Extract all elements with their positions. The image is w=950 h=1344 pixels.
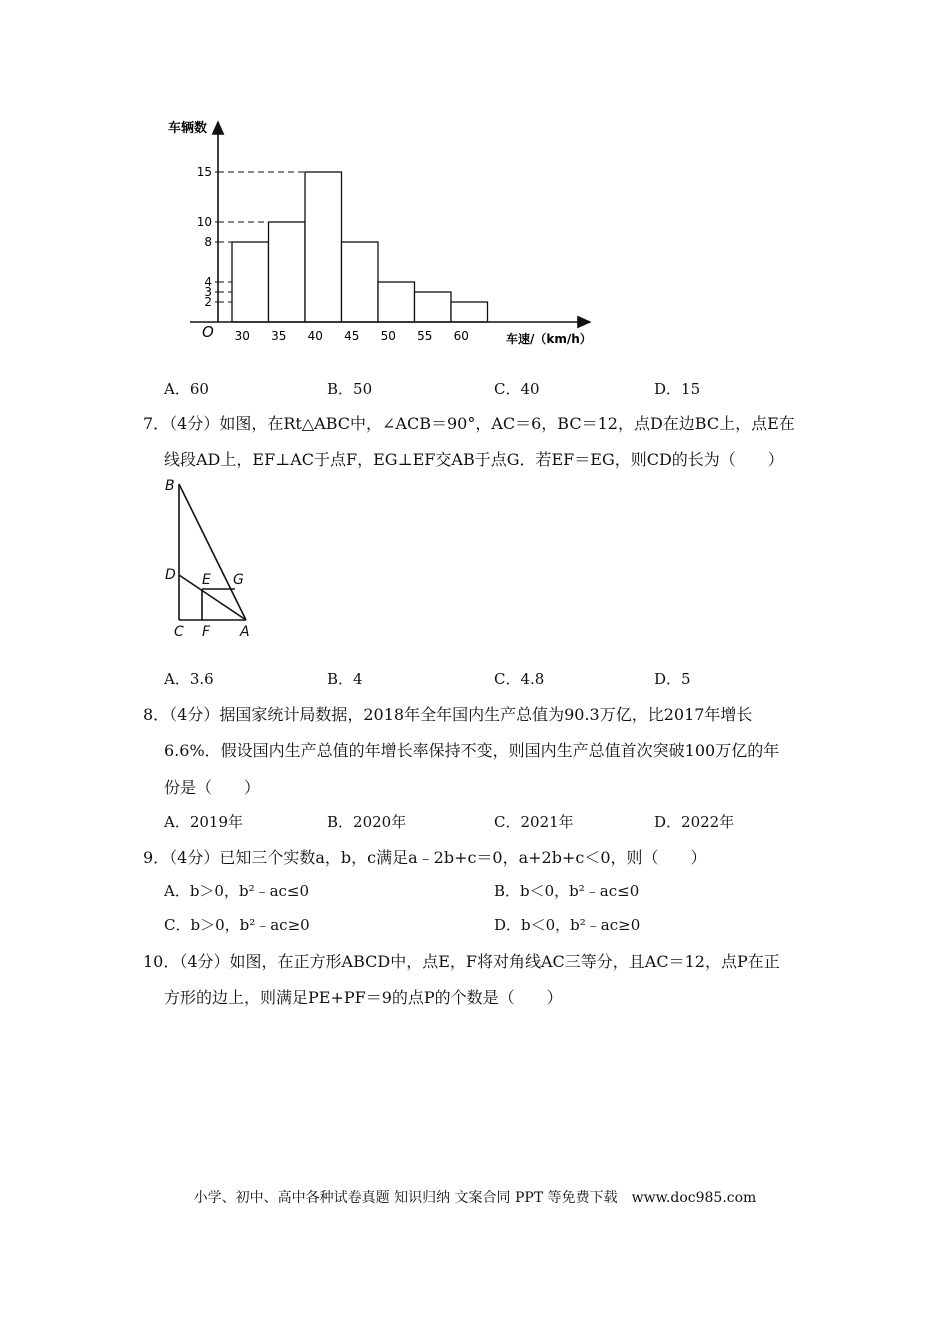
q7-option-d[interactable]: D．5 — [654, 670, 691, 688]
q6-option-b[interactable]: B．50 — [327, 380, 373, 398]
x-tick-50: 50 — [380, 329, 396, 343]
vehicle-speed-histogram — [150, 110, 610, 355]
q9-options-row2 — [0, 914, 950, 938]
y-tick-10: 10 — [196, 215, 212, 229]
x-tick-45: 45 — [344, 329, 360, 343]
x-tick-30: 30 — [234, 329, 250, 343]
bar-60 — [451, 302, 488, 322]
y-tick-3: 3 — [204, 285, 212, 299]
q6-options — [0, 378, 950, 402]
label-c: C — [174, 624, 184, 640]
q8-option-a[interactable]: A．2019年 — [164, 813, 244, 831]
page-footer: 小学、初中、高中各种试卷真题 知识归纳 文案合同 PPT 等免费下载 www.doc985.com — [193, 1190, 757, 1206]
x-tick-labels — [235, 329, 469, 343]
q8-options — [0, 811, 950, 835]
q8-stem-line1: 8．（4分）据国家统计局数据，2018年全年国内生产总值为90.3万亿，比2017年增长 — [143, 705, 753, 724]
label-e: E — [202, 572, 211, 588]
bar-45 — [342, 242, 379, 322]
label-b: B — [165, 478, 175, 494]
q8-option-c[interactable]: C．2021年 — [494, 813, 574, 831]
q6-option-a[interactable]: A．60 — [164, 380, 209, 398]
q10-stem-line2: 方形的边上，则满足PE+PF＝9的点P的个数是（ ） — [164, 988, 563, 1007]
q8-stem-line2: 6.6%．假设国内生产总值的年增长率保持不变，则国内生产总值首次突破100万亿的年 — [164, 741, 780, 760]
q9-stem-line1: 9．（4分）已知三个实数a，b，c满足a﹣2b+c＝0，a+2b+c＜0，则（ ） — [143, 848, 707, 867]
q9-options-row1 — [0, 880, 950, 904]
q7-options — [0, 668, 950, 692]
x-axis-label: 车速/（km/h） — [506, 332, 592, 346]
q8-option-b[interactable]: B．2020年 — [327, 813, 407, 831]
q6-option-c[interactable]: C．40 — [494, 380, 540, 398]
bar-30 — [232, 242, 269, 322]
x-tick-40: 40 — [307, 329, 323, 343]
bar-35 — [269, 222, 306, 322]
bar-40 — [305, 172, 342, 322]
label-a: A — [240, 624, 250, 640]
q10-stem-line1: 10．（4分）如图，在正方形ABCD中，点E，F将对角线AC三等分，且AC＝12，点P在正 — [143, 952, 780, 971]
y-tick-4: 4 — [204, 275, 212, 289]
label-d: D — [165, 567, 176, 583]
q9-option-a[interactable]: A．b＞0，b²﹣ac≤0 — [164, 882, 310, 900]
q9-option-d[interactable]: D．b＜0，b²﹣ac≥0 — [494, 916, 641, 934]
q7-stem-line1: 7．（4分）如图，在Rt△ABC中，∠ACB＝90°，AC＝6，BC＝12，点D在边BC上，点E在 — [143, 414, 795, 433]
q7-option-c[interactable]: C．4.8 — [494, 670, 545, 688]
q7-stem-line2: 线段AD上，EF⊥AC于点F，EG⊥EF交AB于点G．若EF＝EG，则CD的长为（ ） — [164, 450, 784, 469]
origin-label: O — [202, 323, 214, 341]
q8-stem-line3: 份是（ ） — [164, 778, 261, 797]
x-tick-55: 55 — [417, 329, 433, 343]
triangle-figure — [160, 475, 270, 640]
q8-option-d[interactable]: D．2022年 — [654, 813, 735, 831]
y-tick-2: 2 — [204, 295, 212, 309]
bar-55 — [415, 292, 452, 322]
q6-option-d[interactable]: D．15 — [654, 380, 701, 398]
histogram-bars — [232, 172, 488, 322]
label-f: F — [202, 624, 211, 640]
y-tick-labels — [197, 165, 218, 309]
q9-option-b[interactable]: B．b＜0，b²﹣ac≤0 — [494, 882, 640, 900]
q7-option-b[interactable]: B．4 — [327, 670, 363, 688]
y-tick-15: 15 — [196, 165, 212, 179]
label-g: G — [233, 572, 244, 588]
y-tick-8: 8 — [204, 235, 212, 249]
y-axis-label: 车辆数 — [168, 121, 208, 136]
bar-50 — [378, 282, 415, 322]
q9-option-c[interactable]: C．b＞0，b²﹣ac≥0 — [164, 916, 310, 934]
x-tick-60: 60 — [453, 329, 469, 343]
q7-option-a[interactable]: A．3.6 — [164, 670, 214, 688]
x-tick-35: 35 — [271, 329, 287, 343]
